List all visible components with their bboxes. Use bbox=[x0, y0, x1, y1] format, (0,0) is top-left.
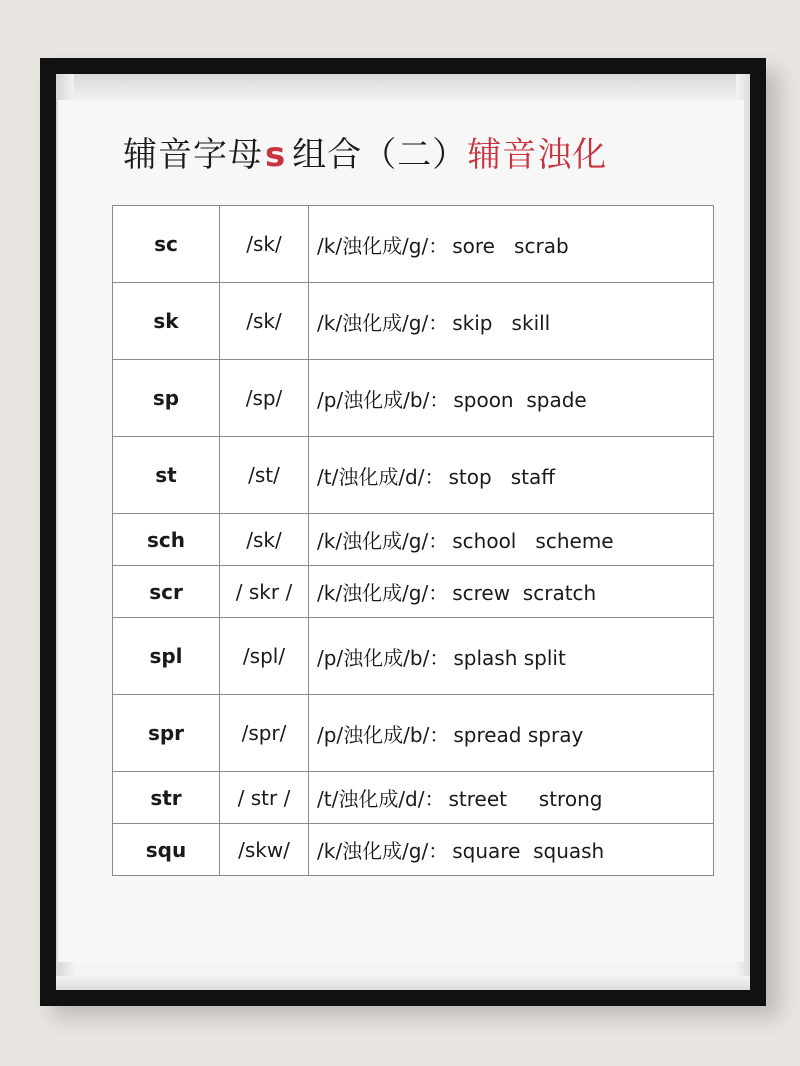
mat-bevel-top bbox=[56, 74, 750, 100]
title-part3: 辅音浊化 bbox=[467, 135, 608, 175]
rule-text: /t/浊化成/d/： bbox=[317, 464, 445, 489]
example-words: spread spray bbox=[453, 722, 584, 747]
rule-cell bbox=[309, 566, 714, 618]
table-row bbox=[113, 437, 714, 514]
example-words: splash split bbox=[453, 645, 566, 670]
rule-cell bbox=[309, 695, 714, 772]
combo-cell: spr bbox=[113, 695, 220, 772]
example-words: street strong bbox=[448, 787, 603, 811]
page-title bbox=[123, 130, 607, 180]
rule-cell bbox=[309, 283, 714, 360]
example-words: school scheme bbox=[452, 529, 614, 553]
example-words: square squash bbox=[452, 839, 605, 863]
title-letter: s bbox=[265, 135, 287, 175]
combo-cell: scr bbox=[113, 566, 220, 618]
mat-bevel-bottom bbox=[56, 976, 750, 990]
rule-text: /k/浊化成/g/： bbox=[317, 581, 449, 605]
rule-text: /t/浊化成/d/： bbox=[317, 787, 445, 811]
table-row bbox=[113, 360, 714, 437]
ipa-cell: /skw/ bbox=[220, 824, 309, 876]
example-words: stop staff bbox=[448, 464, 556, 489]
rule-cell bbox=[309, 618, 714, 695]
example-words: spoon spade bbox=[453, 387, 587, 412]
ipa-cell: /sp/ bbox=[220, 360, 309, 437]
example-words: screw scratch bbox=[452, 581, 597, 605]
table-row bbox=[113, 618, 714, 695]
ipa-cell: / skr / bbox=[220, 566, 309, 618]
table-row bbox=[113, 824, 714, 876]
rule-cell bbox=[309, 437, 714, 514]
ipa-cell: /sk/ bbox=[220, 514, 309, 566]
ipa-cell: /spl/ bbox=[220, 618, 309, 695]
example-words: sore scrab bbox=[452, 233, 569, 258]
combo-cell: spl bbox=[113, 618, 220, 695]
combo-cell: squ bbox=[113, 824, 220, 876]
rule-cell bbox=[309, 360, 714, 437]
rule-cell bbox=[309, 514, 714, 566]
combo-cell: str bbox=[113, 772, 220, 824]
ipa-cell: / str / bbox=[220, 772, 309, 824]
ipa-cell: /st/ bbox=[220, 437, 309, 514]
title-part1: 辅音字母 bbox=[123, 135, 263, 175]
consonant-table bbox=[112, 205, 714, 876]
rule-text: /k/浊化成/g/： bbox=[317, 310, 449, 335]
rule-cell bbox=[309, 824, 714, 876]
rule-cell bbox=[309, 772, 714, 824]
ipa-cell: /spr/ bbox=[220, 695, 309, 772]
table-row bbox=[113, 206, 714, 283]
combo-cell: sc bbox=[113, 206, 220, 283]
table-row bbox=[113, 566, 714, 618]
combo-cell: sk bbox=[113, 283, 220, 360]
rule-text: /k/浊化成/g/： bbox=[317, 233, 449, 258]
table-row bbox=[113, 695, 714, 772]
rule-text: /k/浊化成/g/： bbox=[317, 529, 449, 553]
rule-text: /p/浊化成/b/： bbox=[317, 722, 450, 747]
combo-cell: sp bbox=[113, 360, 220, 437]
example-words: skip skill bbox=[452, 310, 551, 335]
combo-cell: st bbox=[113, 437, 220, 514]
table-row bbox=[113, 283, 714, 360]
rule-cell bbox=[309, 206, 714, 283]
ipa-cell: /sk/ bbox=[220, 283, 309, 360]
ipa-cell: /sk/ bbox=[220, 206, 309, 283]
combo-cell: sch bbox=[113, 514, 220, 566]
rule-text: /k/浊化成/g/： bbox=[317, 839, 449, 863]
rule-text: /p/浊化成/b/： bbox=[317, 645, 450, 670]
rule-text: /p/浊化成/b/： bbox=[317, 387, 450, 412]
table-row bbox=[113, 514, 714, 566]
title-part2: 组合（二） bbox=[292, 135, 468, 175]
table-row bbox=[113, 772, 714, 824]
